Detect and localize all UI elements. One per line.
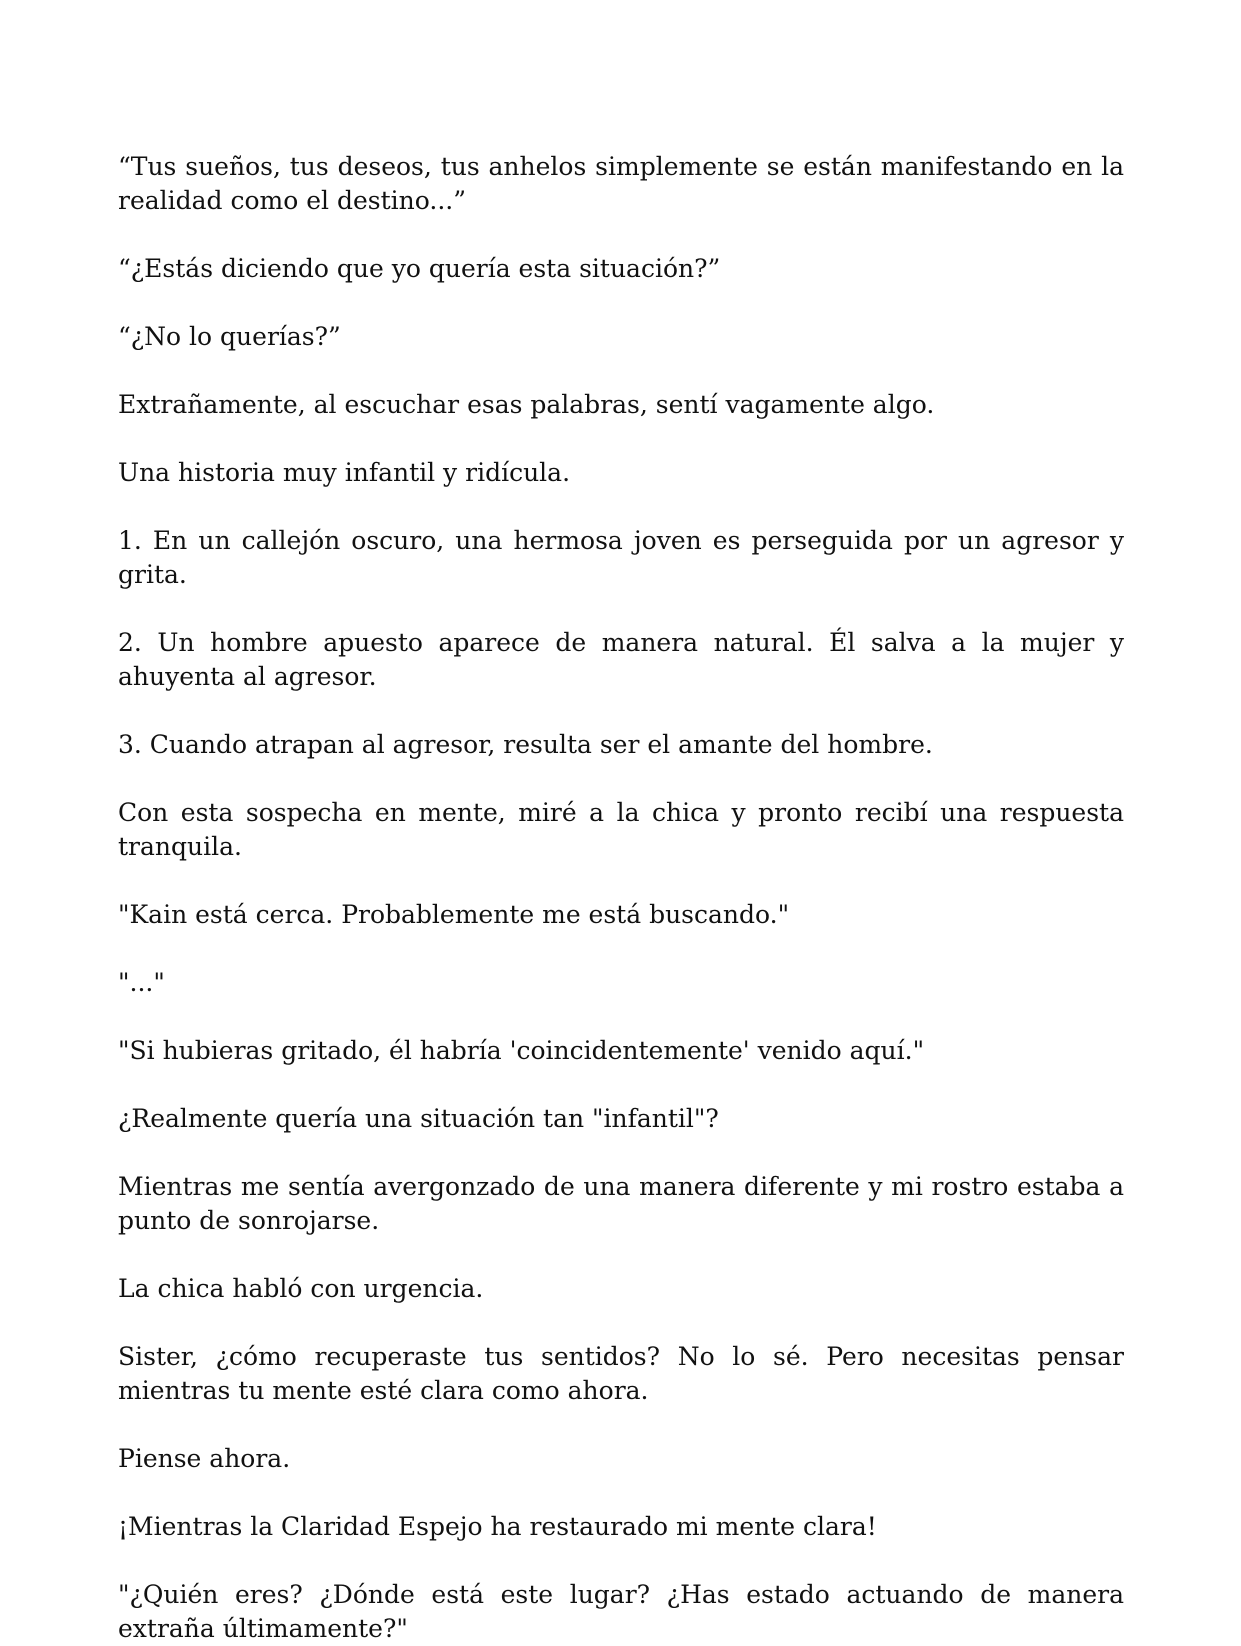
list-item-2: 2. Un hombre apuesto aparece de manera natural. Él salva a la mujer y ahuyenta al agresor. xyxy=(118,628,1124,691)
paragraph-1: “Tus sueños, tus deseos, tus anhelos simplemente se están manifestando en la realidad como el destino...” xyxy=(118,152,1124,215)
paragraph-18: ¡Mientras la Claridad Espejo ha restaurado mi mente clara! xyxy=(118,1512,877,1541)
list-item-3: 3. Cuando atrapan al agresor, resulta ser el amante del hombre. xyxy=(118,730,933,759)
paragraph-5: Una historia muy infantil y ridícula. xyxy=(118,458,571,487)
document-page xyxy=(118,150,1124,1646)
paragraph-12: "Si hubieras gritado, él habría 'coincidentemente' venido aquí." xyxy=(118,1036,925,1065)
paragraph-17: Piense ahora. xyxy=(118,1444,291,1473)
paragraph-13: ¿Realmente quería una situación tan "infantil"? xyxy=(118,1104,719,1133)
paragraph-4: Extrañamente, al escuchar esas palabras, sentí vagamente algo. xyxy=(118,390,935,419)
paragraph-10: "Kain está cerca. Probablemente me está buscando." xyxy=(118,900,790,929)
paragraph-2: “¿Estás diciendo que yo quería esta situación?” xyxy=(118,254,721,283)
paragraph-14: Mientras me sentía avergonzado de una manera diferente y mi rostro estaba a punto de sonrojarse. xyxy=(118,1172,1124,1235)
paragraph-3: “¿No lo querías?” xyxy=(118,322,341,351)
paragraph-19: "¿Quién eres? ¿Dónde está este lugar? ¿Has estado actuando de manera extraña últimamente?" xyxy=(118,1580,1124,1643)
paragraph-15: La chica habló con urgencia. xyxy=(118,1274,484,1303)
list-item-1: 1. En un callejón oscuro, una hermosa joven es perseguida por un agresor y grita. xyxy=(118,526,1124,589)
paragraph-16: Sister, ¿cómo recuperaste tus sentidos? No lo sé. Pero necesitas pensar mientras tu mente esté clara como ahora. xyxy=(118,1342,1124,1405)
paragraph-11: "..." xyxy=(118,968,165,997)
paragraph-9: Con esta sospecha en mente, miré a la chica y pronto recibí una respuesta tranquila. xyxy=(118,798,1124,861)
